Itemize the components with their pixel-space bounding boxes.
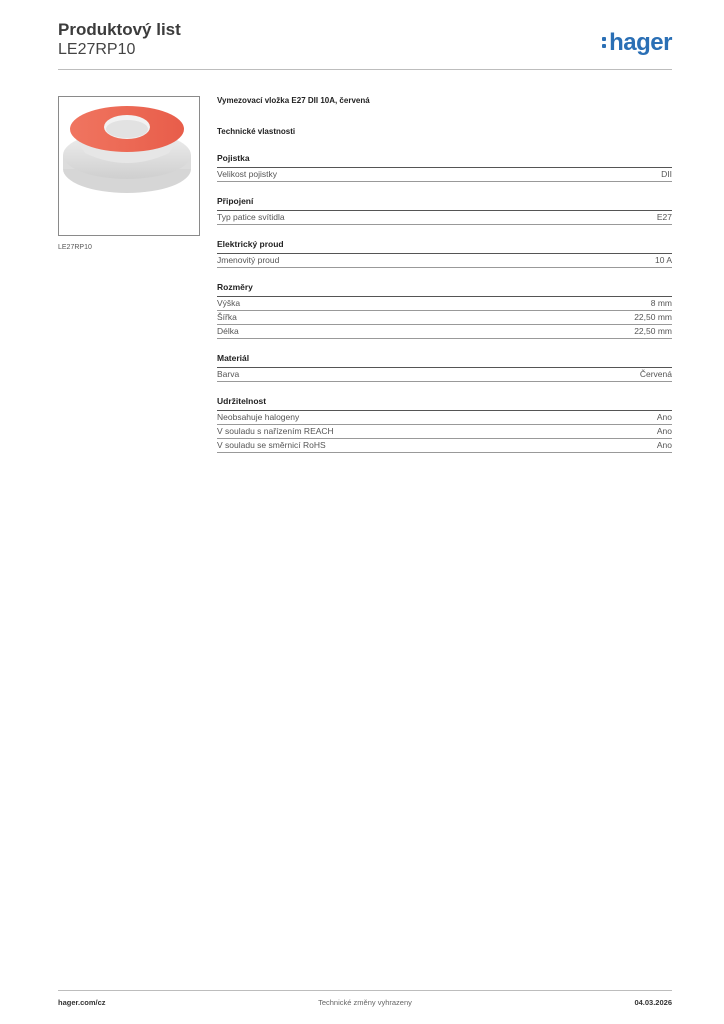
hager-logo (602, 29, 672, 57)
spec-row (217, 325, 672, 339)
spec-value: Červená (639, 369, 672, 379)
spec-label: Velikost pojistky (217, 169, 277, 179)
product-code: LE27RP10 (58, 41, 136, 58)
footer-divider (58, 990, 672, 991)
spec-groups (217, 153, 672, 453)
spec-row (217, 168, 672, 182)
spec-row (217, 368, 672, 382)
spec-label: V souladu s nařízením REACH (217, 426, 334, 436)
footer-date: 04.03.2026 (634, 998, 672, 1007)
product-image (58, 96, 200, 236)
spec-label: V souladu se směrnicí RoHS (217, 440, 326, 450)
spec-group (217, 282, 672, 339)
spec-label: Výška (217, 298, 241, 308)
spec-value: 22,50 mm (634, 326, 672, 336)
spec-row (217, 211, 672, 225)
spec-group-title: Udržitelnost (217, 396, 672, 411)
technical-heading: Technické vlastnosti (217, 127, 296, 136)
image-caption: LE27RP10 (58, 244, 92, 251)
footer-note: Technické změny vyhrazeny (318, 998, 412, 1007)
spec-value: E27 (656, 212, 672, 222)
spec-value: Ano (656, 440, 672, 450)
spec-value: DII (661, 169, 672, 179)
spec-value: 22,50 mm (634, 312, 672, 322)
product-name: Vymezovací vložka E27 DII 10A, červená (217, 96, 370, 105)
spec-group-title: Pojistka (217, 153, 672, 168)
spec-label: Barva (217, 369, 240, 379)
page-header (58, 20, 672, 69)
footer-website[interactable]: hager.com/cz (58, 998, 106, 1007)
spec-label: Šířka (217, 312, 237, 322)
spec-group (217, 396, 672, 453)
spec-label: Jmenovitý proud (217, 255, 280, 265)
spec-row (217, 411, 672, 425)
spec-group (217, 153, 672, 182)
spec-value: Ano (656, 426, 672, 436)
spec-row (217, 297, 672, 311)
spec-value: 10 A (654, 255, 672, 265)
specifications (217, 96, 672, 453)
spec-value: Ano (656, 412, 672, 422)
spec-group-title: Rozměry (217, 282, 672, 297)
page-footer (58, 998, 672, 1010)
document-title: Produktový list (58, 20, 181, 39)
hager-dots-icon (602, 32, 607, 50)
spec-row (217, 439, 672, 453)
spec-row (217, 311, 672, 325)
spec-row (217, 425, 672, 439)
spec-value: 8 mm (650, 298, 672, 308)
spec-label: Neobsahuje halogeny (217, 412, 300, 422)
spec-group-title: Materiál (217, 353, 672, 368)
logo-text: hager (609, 29, 672, 56)
spacer-insert-illustration (59, 97, 199, 235)
spec-group-title: Připojení (217, 196, 672, 211)
spec-group-title: Elektrický proud (217, 239, 672, 254)
spec-label: Délka (217, 326, 239, 336)
spec-label: Typ patice svítidla (217, 212, 285, 222)
spec-group (217, 196, 672, 225)
spec-row (217, 254, 672, 268)
header-divider (58, 69, 672, 70)
spec-group (217, 239, 672, 268)
spec-group (217, 353, 672, 382)
